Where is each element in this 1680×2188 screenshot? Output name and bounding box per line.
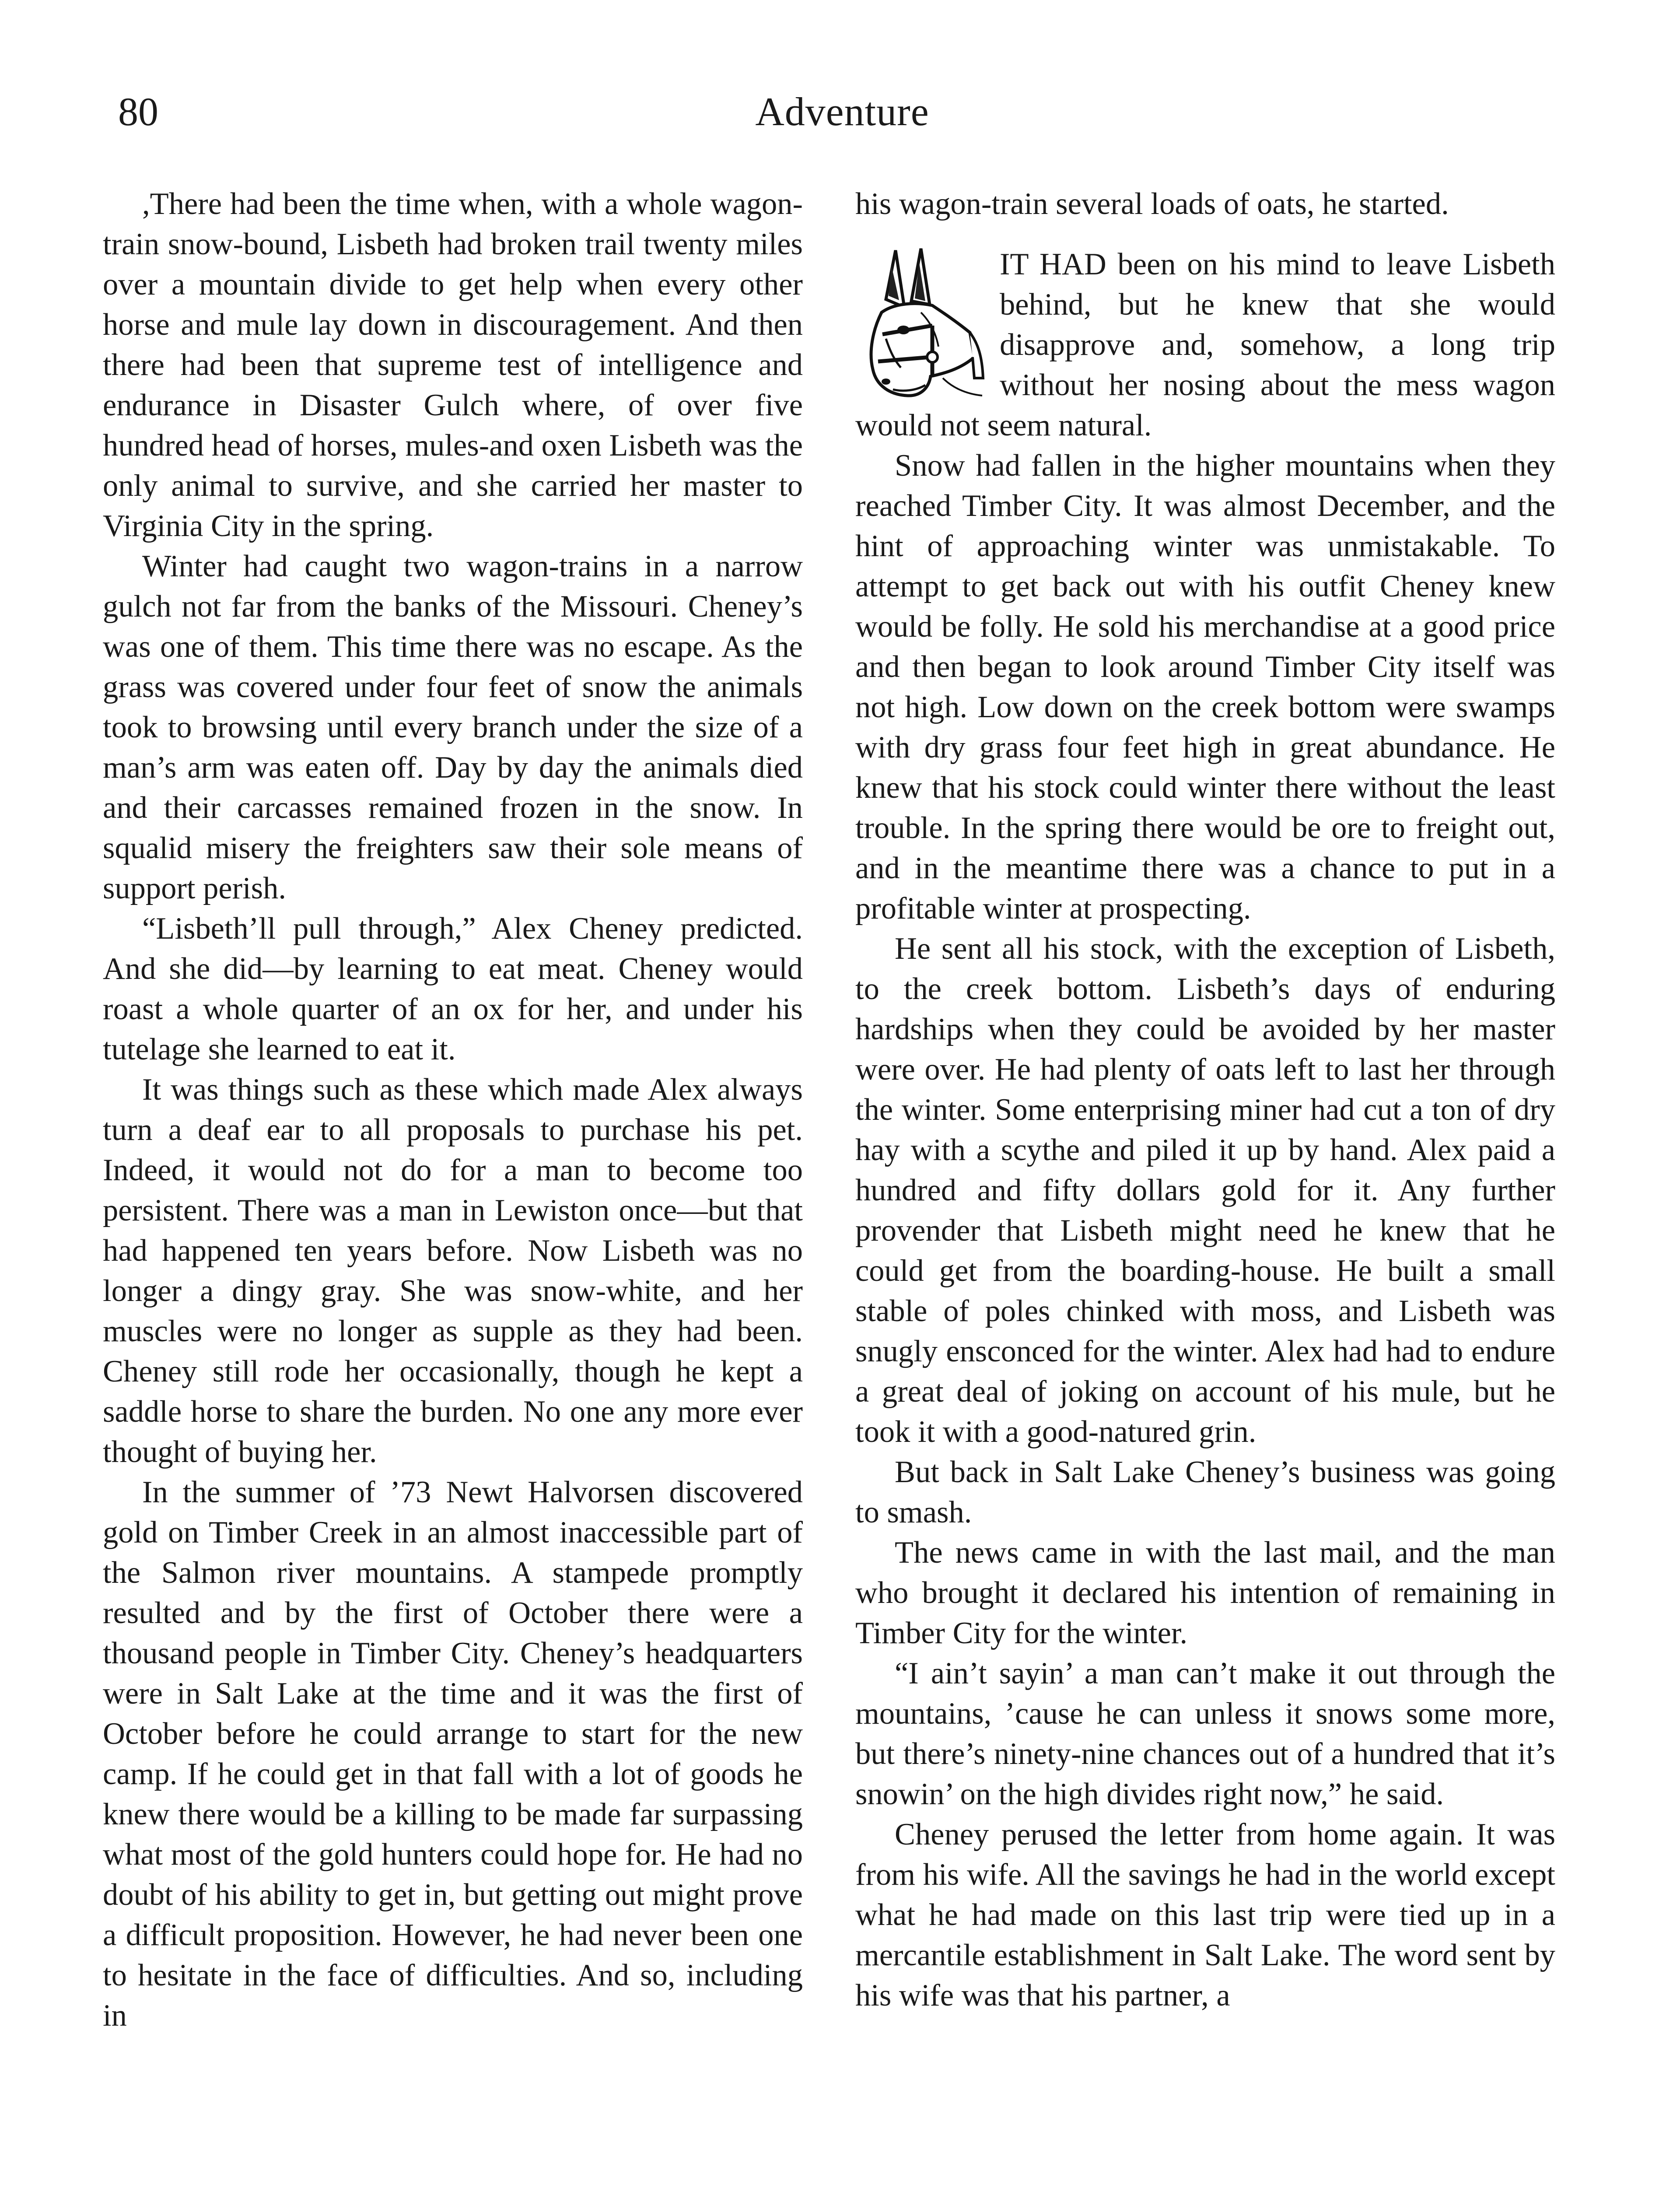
drop-cap-paragraph: IT HAD been on his mind to leave Lisbeth behind, but he knew that she would disapprove and, somehow, a long trip without her nosing about the mess wagon would not seem natural. <box>855 247 1555 442</box>
continuation-paragraph: his wagon-train several loads of oats, he started. <box>855 187 1449 221</box>
paragraph: “Lisbeth’ll pull through,” Alex Cheney predicted. And she did—by learning to eat meat. Cheney would roast a whole quarter of an ox for her, and under his tutelage she learned to eat it. <box>103 912 803 1066</box>
mule-head-icon <box>855 247 987 401</box>
left-column <box>103 184 803 2036</box>
paragraph: It was things such as these which made Alex always turn a deaf ear to all proposals to purchase his pet. Indeed, it would not do for a man to become too persistent. There was a man in Lewiston once—but that had happened ten years before. Now Lisbeth was no longer a dingy gray. She was snow-white, and her muscles were no longer as supple as they had been. Cheney still rode her occasionally, though he kept a saddle horse to share the burden. No one any more ever thought of buying her. <box>103 1073 803 1469</box>
paragraph: In the summer of ’73 Newt Halvorsen discovered gold on Timber Creek in an almost inaccessible part of the Salmon river mountains. A stampede promptly resulted and by the first of October there were a thousand people in Timber City. Cheney’s headquarters were in Salt Lake at the time and it was the first of October before he could arrange to start for the new camp. If he could get in that fall with a lot of goods he knew there would be a killing to be made far surpassing what most of the gold hunters could hope for. He had no doubt of his ability to get in, but getting out might prove a difficult proposition. However, he had never been one to hesitate in the face of difficulties. And so, including in <box>103 1475 803 2033</box>
right-column <box>855 184 1555 2016</box>
paragraph: Winter had caught two wagon-trains in a narrow gulch not far from the banks of the Missouri. Cheney’s was one of them. This time there was no escape. As the grass was covered under four feet of snow the animals took to browsing until every branch under the size of a man’s arm was eaten off. Day by day the animals died and their carcasses remained frozen in the snow. In squalid misery the freighters saw their sole means of support perish. <box>103 549 803 905</box>
paragraph: The news came in with the last mail, and the man who brought it declared his intention of remaining in Timber City for the winter. <box>855 1536 1555 1650</box>
paragraph: “I ain’t sayin’ a man can’t make it out through the mountains, ’cause he can unless it snows some more, but there’s ninety-nine chances out of a hundred that it’s snowin’ on the high divides right now,” he said. <box>855 1656 1555 1811</box>
page-number: 80 <box>118 89 158 134</box>
paragraph: Cheney perused the letter from home again. It was from his wife. All the savings he had in the world except what he had made on this last trip were tied up in a mercantile establishment in Salt Lake. The word sent by his wife was that his partner, a <box>855 1817 1555 2013</box>
magazine-title: Adventure <box>755 89 929 134</box>
page-header <box>118 85 1566 147</box>
paragraph: But back in Salt Lake Cheney’s business was going to smash. <box>855 1455 1555 1529</box>
paragraph: He sent all his stock, with the exception of Lisbeth, to the creek bottom. Lisbeth’s days of enduring hardships when they could be avoided by her master were over. He had plenty of oats left to last her through the winter. Some enterprising miner had cut a ton of dry hay with a scythe and piled it up by hand. Alex paid a hundred and fifty dollars gold for it. Any further provender that Lisbeth might need he knew that he could get from the boarding-house. He built a small stable of poles chinked with moss, and Lisbeth was snugly ensconced for the winter. Alex had had to endure a great deal of joking on account of his mule, but he took it with a good-natured grin. <box>855 932 1555 1449</box>
paragraph: ,There had been the time when, with a whole wagon-train snow-bound, Lisbeth had broken trail twenty miles over a mountain divide to get help when every other horse and mule lay down in discouragement. And then there had been that supreme test of intelligence and endurance in Disaster Gulch where, of over five hundred head of horses, mules-and oxen Lisbeth was the only animal to survive, and she carried her master to Virginia City in the spring. <box>103 187 803 543</box>
section-opening <box>855 244 1555 445</box>
paragraph: Snow had fallen in the higher mountains when they reached Timber City. It was almost December, and the hint of approaching winter was unmistakable. To attempt to get back out with his outfit Cheney knew would be folly. He sold his merchandise at a good price and then began to look around Timber City itself was not high. Low down on the creek bottom were swamps with dry grass four feet high in great abundance. He knew that his stock could winter there without the least trouble. In the spring there would be ore to freight out, and in the meantime there was a chance to put in a profitable winter at prospecting. <box>855 449 1555 926</box>
